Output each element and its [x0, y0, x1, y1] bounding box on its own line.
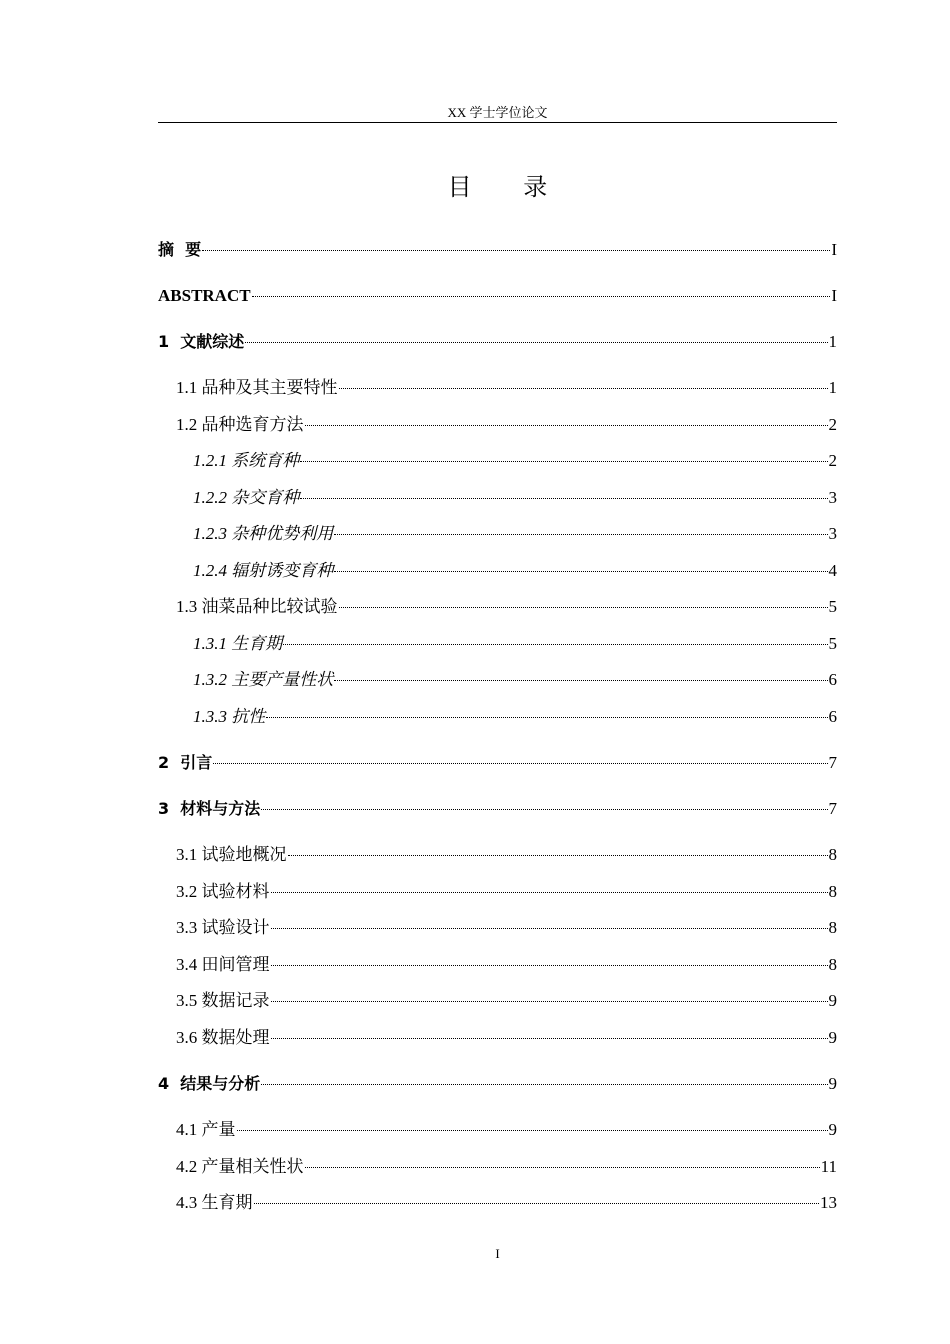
toc-page: 1: [828, 378, 837, 397]
toc-entry-abstract-cn[interactable]: [158, 238, 837, 262]
toc-entry-1[interactable]: [158, 330, 837, 354]
toc-entry-3-3[interactable]: [176, 916, 837, 940]
dot-leader: [305, 1167, 820, 1168]
toc-label: 3.2 试验材料: [176, 882, 270, 901]
toc-page: 8: [828, 845, 837, 864]
dot-leader: [261, 1084, 827, 1085]
toc-entry-1-3[interactable]: [176, 595, 837, 619]
dot-leader: [213, 763, 827, 764]
toc-page: 7: [828, 799, 837, 818]
toc-entry-1-2-1[interactable]: [193, 449, 837, 473]
toc-label: ABSTRACT: [158, 286, 251, 305]
dot-leader: [288, 855, 828, 856]
toc-label: 摘 要: [158, 240, 202, 259]
toc-entry-4[interactable]: [158, 1072, 837, 1096]
toc-page: 9: [828, 1028, 837, 1047]
toc-label: 3.6 数据处理: [176, 1028, 270, 1047]
dot-leader: [252, 296, 831, 297]
dot-leader: [334, 534, 827, 535]
toc-page: 4: [828, 561, 837, 580]
toc-entry-abstract-en[interactable]: [158, 284, 837, 308]
dot-leader: [271, 928, 828, 929]
dot-leader: [271, 892, 828, 893]
toc-entry-3-2[interactable]: [176, 880, 837, 904]
toc-label: 1.2.4 辐射诱变育种: [193, 561, 334, 580]
toc-entry-3-5[interactable]: [176, 989, 837, 1013]
toc-label: 3.1 试验地概况: [176, 845, 287, 864]
toc-page: 8: [828, 955, 837, 974]
toc-entry-3-6[interactable]: [176, 1026, 837, 1050]
toc-entry-2[interactable]: [158, 751, 837, 775]
toc-label: 1.3.3 抗性: [193, 707, 266, 726]
toc-label: 3.5 数据记录: [176, 991, 270, 1010]
toc-page: 3: [828, 524, 837, 543]
toc-label: 1.3.2 主要产量性状: [193, 670, 334, 689]
toc-entry-1-3-1[interactable]: [193, 632, 837, 656]
running-header: XX 学士学位论文: [447, 105, 548, 120]
toc-page: 2: [828, 451, 837, 470]
toc-entry-3[interactable]: [158, 797, 837, 821]
dot-leader: [266, 717, 827, 718]
toc-label: 4.2 产量相关性状: [176, 1157, 304, 1176]
toc-page: 8: [828, 882, 837, 901]
toc-page: I: [831, 286, 837, 305]
toc-label: 3.3 试验设计: [176, 918, 270, 937]
toc-page: 6: [828, 670, 837, 689]
toc-page: 7: [828, 753, 837, 772]
toc-label: 4 结果与分析: [158, 1074, 261, 1093]
toc-page: 11: [820, 1157, 837, 1176]
page-number: I: [495, 1246, 500, 1261]
toc-entry-3-1[interactable]: [176, 843, 837, 867]
toc-label: 3.4 田间管理: [176, 955, 270, 974]
toc-entry-1-2[interactable]: [176, 413, 837, 437]
toc-label: 1.1 品种及其主要特性: [176, 378, 338, 397]
toc-page: 9: [828, 1120, 837, 1139]
dot-leader: [261, 809, 827, 810]
toc-page: 8: [828, 918, 837, 937]
toc-page: 9: [828, 1074, 837, 1093]
dot-leader: [283, 644, 827, 645]
dot-leader: [271, 965, 828, 966]
dot-leader: [237, 1130, 828, 1131]
dot-leader: [271, 1038, 828, 1039]
dot-leader: [305, 425, 828, 426]
dot-leader: [339, 607, 828, 608]
toc-label: 1.2.3 杂种优势利用: [193, 524, 334, 543]
toc-label: 3 材料与方法: [158, 799, 261, 818]
toc-page: 2: [828, 415, 837, 434]
toc-page: 5: [828, 634, 837, 653]
dot-leader: [271, 1001, 828, 1002]
toc-label: 1.3.1 生育期: [193, 634, 283, 653]
toc-label: 1.2 品种选育方法: [176, 415, 304, 434]
toc-title: 目 录: [447, 173, 570, 201]
dot-leader: [300, 498, 827, 499]
toc-label: 4.3 生育期: [176, 1193, 253, 1212]
toc-entry-1-2-3[interactable]: [193, 522, 837, 546]
header-rule: [158, 122, 837, 123]
toc-page: 5: [828, 597, 837, 616]
toc-label: 2 引言: [158, 753, 213, 772]
dot-leader: [334, 571, 827, 572]
toc-entry-1-2-2[interactable]: [193, 486, 837, 510]
toc-page: 9: [828, 991, 837, 1010]
dot-leader: [300, 461, 827, 462]
toc-entry-4-3[interactable]: [176, 1191, 837, 1215]
toc-page: 13: [820, 1193, 837, 1212]
dot-leader: [202, 250, 830, 251]
dot-leader: [245, 342, 827, 343]
toc-entry-1-2-4[interactable]: [193, 559, 837, 583]
toc-label: 1.2.2 杂交育种: [193, 488, 300, 507]
toc-entry-1-3-2[interactable]: [193, 668, 837, 692]
toc-entry-4-1[interactable]: [176, 1118, 837, 1142]
toc-entry-1-1[interactable]: [176, 376, 837, 400]
toc-page: 1: [828, 332, 837, 351]
toc-label: 1.2.1 系统育种: [193, 451, 300, 470]
dot-leader: [334, 680, 827, 681]
toc-entry-4-2[interactable]: [176, 1155, 837, 1179]
toc-page: 3: [828, 488, 837, 507]
toc-entry-1-3-3[interactable]: [193, 705, 837, 729]
toc-page: 6: [828, 707, 837, 726]
dot-leader: [339, 388, 828, 389]
toc-label: 1.3 油菜品种比较试验: [176, 597, 338, 616]
toc-label: 1 文献综述: [158, 332, 245, 351]
dot-leader: [254, 1203, 820, 1204]
toc-label: 4.1 产量: [176, 1120, 236, 1139]
toc-page: I: [831, 240, 837, 259]
toc-entry-3-4[interactable]: [176, 953, 837, 977]
